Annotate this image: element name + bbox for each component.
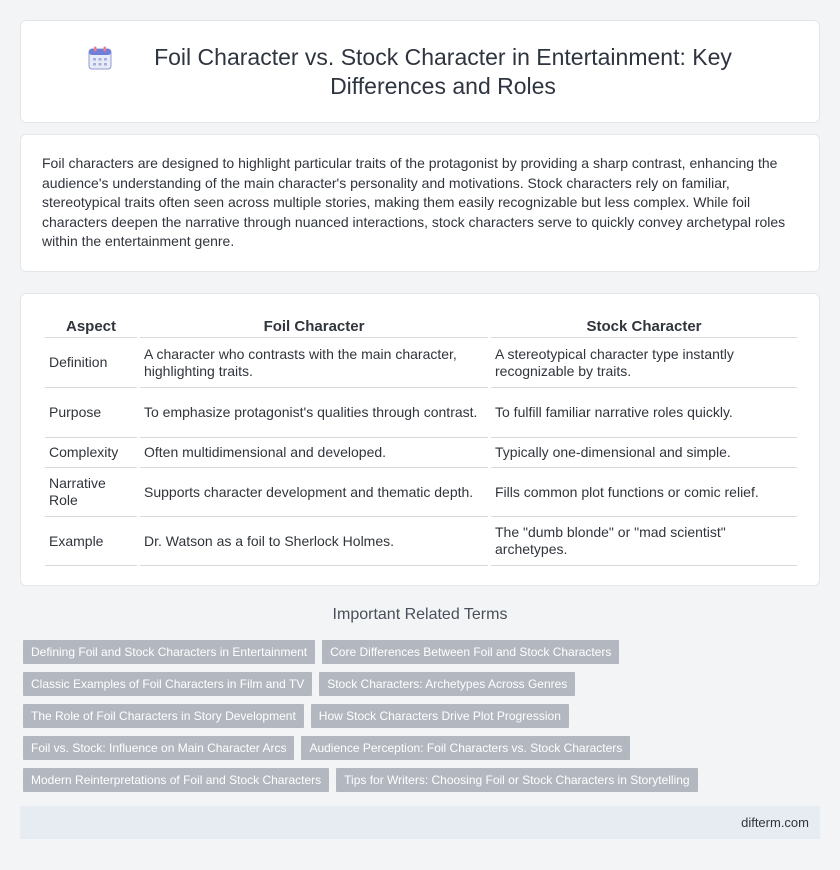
related-term-link[interactable]: Audience Perception: Foil Characters vs. Stock Characters [301,736,630,760]
related-term-link[interactable]: Core Differences Between Foil and Stock Characters [322,640,619,664]
foil-cell: Supports character development and thematic depth. [140,468,488,517]
foil-cell: A character who contrasts with the main character, highlighting traits. [140,338,488,388]
related-term-link[interactable]: The Role of Foil Characters in Story Development [23,704,304,728]
table-header-row [45,314,797,338]
intro-card [20,134,820,272]
header-card [20,20,820,123]
related-term-link[interactable]: Tips for Writers: Choosing Foil or Stock Characters in Storytelling [336,768,697,792]
related-term-link[interactable]: Stock Characters: Archetypes Across Genres [319,672,575,696]
aspect-cell: Complexity [45,438,137,468]
aspect-cell: Purpose [45,388,137,438]
table-row [45,338,797,388]
foil-cell: Often multidimensional and developed. [140,438,488,468]
page-title: Foil Character vs. Stock Character in Entertainment: Key Differences and Roles [154,44,732,99]
tag-row [23,768,823,792]
header-foil: Foil Character [140,314,488,338]
stock-cell: A stereotypical character type instantly recognizable by traits. [491,338,797,388]
related-term-link[interactable]: How Stock Characters Drive Plot Progression [311,704,569,728]
related-term-link[interactable]: Classic Examples of Foil Characters in Film and TV [23,672,312,696]
stock-cell: The "dumb blonde" or "mad scientist" archetypes. [491,517,797,566]
header-stock: Stock Character [491,314,797,338]
related-term-link[interactable]: Defining Foil and Stock Characters in Entertainment [23,640,315,664]
tag-row [23,640,823,664]
comparison-table [42,314,800,566]
tag-row [23,736,823,760]
footer-site-link[interactable]: difterm.com [741,815,809,830]
calendar-icon [87,45,113,71]
related-terms-heading: Important Related Terms [332,606,508,623]
intro-paragraph: Foil characters are designed to highlight particular traits of the protagonist by providing a sharp contrast, enhancing the audience's understanding of the main character's personality and motivations. Stock characters rely on familiar, stereotypical traits often seen across multiple stories, making them easily recognizable but less complex. While foil characters deepen the narrative through nuanced interactions, stock characters serve to quickly convey archetypal roles within the entertainment genre. [42,155,786,249]
table-row [45,438,797,468]
foil-cell: Dr. Watson as a foil to Sherlock Holmes. [140,517,488,566]
comparison-card [20,293,820,586]
foil-cell: To emphasize protagonist's qualities through contrast. [140,388,488,438]
related-term-link[interactable]: Foil vs. Stock: Influence on Main Character Arcs [23,736,294,760]
related-terms-list [23,640,823,800]
footer-bar [20,806,820,839]
related-term-link[interactable]: Modern Reinterpretations of Foil and Stock Characters [23,768,329,792]
stock-cell: Fills common plot functions or comic relief. [491,468,797,517]
title-wrap [21,43,819,101]
table-row [45,468,797,517]
header-aspect: Aspect [45,314,137,338]
aspect-cell: Definition [45,338,137,388]
stock-cell: To fulfill familiar narrative roles quickly. [491,388,797,438]
tag-row [23,704,823,728]
stock-cell: Typically one-dimensional and simple. [491,438,797,468]
tag-row [23,672,823,696]
aspect-cell: Narrative Role [45,468,137,517]
table-row [45,388,797,438]
aspect-cell: Example [45,517,137,566]
table-row [45,517,797,566]
